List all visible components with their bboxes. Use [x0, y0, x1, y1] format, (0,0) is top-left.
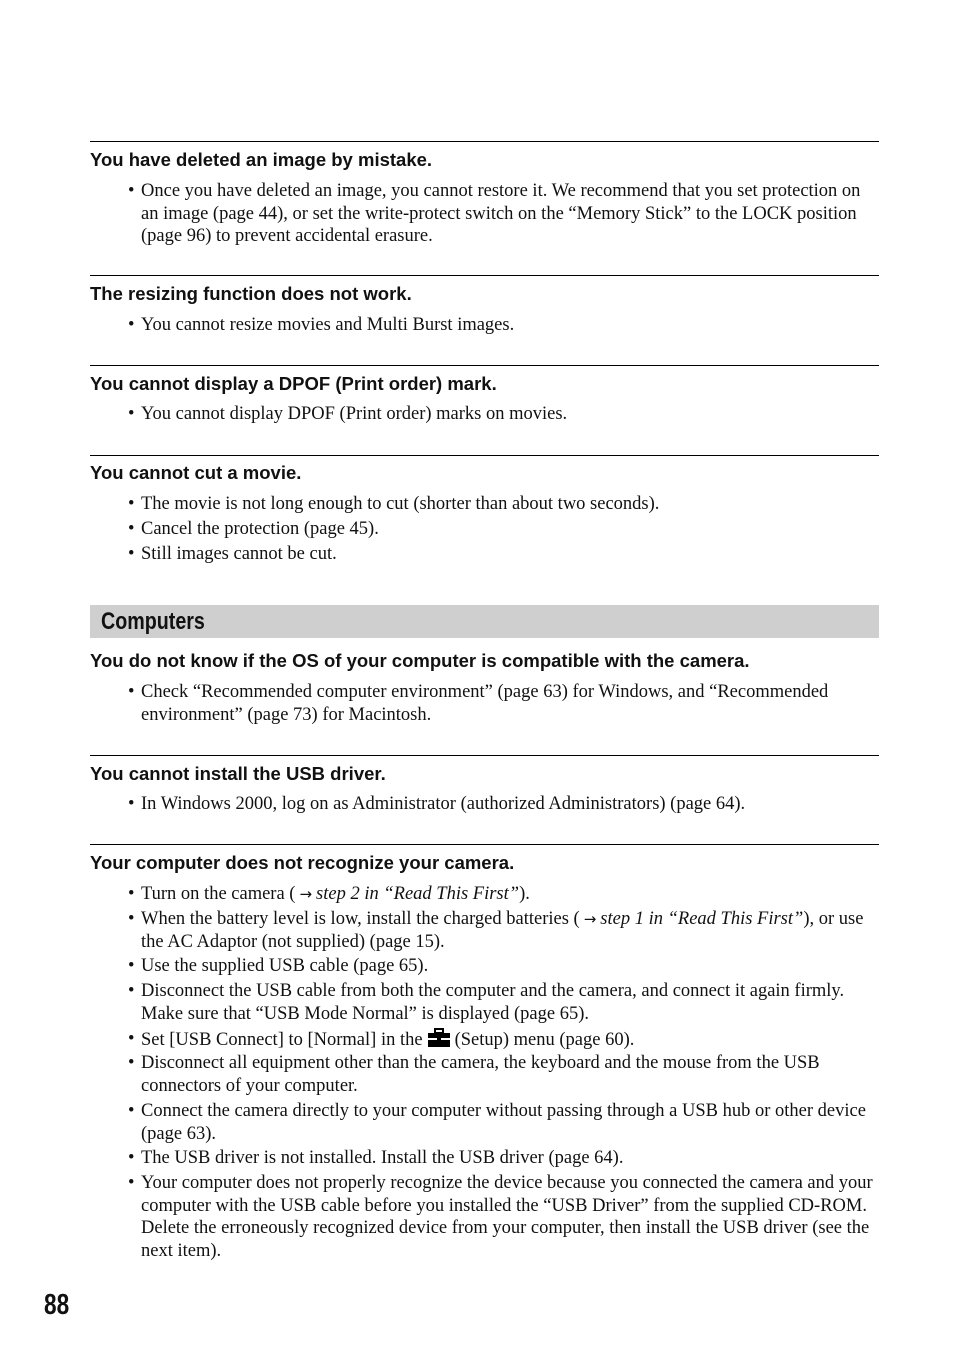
- bullet-text: Disconnect all equipment other than the camera, the keyboard and the mouse from the USB connectors of your computer.: [141, 1053, 820, 1096]
- bullet-item: [128, 1100, 880, 1145]
- bullet-mark: •: [128, 884, 135, 904]
- bullet-mark: •: [128, 909, 135, 929]
- toolbox-icon: [427, 1028, 451, 1055]
- text-run: ).: [519, 884, 530, 904]
- bullet-mark: •: [128, 1101, 135, 1121]
- section-divider: [90, 275, 879, 276]
- text-run: Turn on the camera (: [141, 884, 296, 904]
- bullet-item: [128, 883, 880, 906]
- bullet-text: You cannot resize movies and Multi Burst images.: [141, 315, 515, 335]
- bullet-text: [141, 1028, 880, 1055]
- section-heading: You cannot install the USB driver.: [90, 763, 386, 784]
- section-heading: You have deleted an image by mistake.: [90, 149, 433, 170]
- bullet-item: [128, 403, 880, 426]
- bullet-mark: •: [128, 956, 135, 976]
- section-heading: You cannot display a DPOF (Print order) mark.: [90, 373, 497, 394]
- bullet-text: [141, 908, 880, 953]
- bullet-item: [128, 180, 880, 248]
- section-title: Computers: [101, 608, 205, 635]
- text-run: When the battery level is low, install the charged batteries (: [141, 909, 580, 929]
- bullet-item: [128, 543, 880, 566]
- bullet-text: Disconnect the USB cable from both the computer and the camera, and connect it again firmly. Make sure that “USB Mode Normal” is displayed (page 65).: [141, 981, 845, 1024]
- bullet-item: [128, 908, 880, 953]
- bullet-mark: •: [128, 794, 135, 814]
- bullet-item: [128, 980, 880, 1025]
- bullet-text: Check “Recommended computer environment” (page 63) for Windows, and “Recommended environment” (page 73) for Macintosh.: [141, 682, 829, 725]
- bullet-text: The USB driver is not installed. Install the USB driver (page 64).: [141, 1148, 624, 1168]
- bullet-text: Cancel the protection (page 45).: [141, 519, 379, 539]
- bullet-item: [128, 1147, 880, 1170]
- bullet-text: Connect the camera directly to your computer without passing through a USB hub or other device (page 63).: [141, 1101, 866, 1144]
- section-band: [90, 605, 879, 638]
- cross-reference: step 1 in “Read This First”: [600, 909, 804, 929]
- bullet-mark: •: [128, 981, 135, 1001]
- bullet-item: [128, 681, 880, 726]
- section-divider: [90, 755, 879, 756]
- bullet-mark: •: [128, 181, 135, 201]
- bullet-text: Your computer does not properly recognize the device because you connected the camera and your computer with the USB cable before you installed the “USB Driver” from the supplied CD-ROM. Delete the erroneously recognized device from your computer, then install the USB driver (see the next item).: [141, 1173, 873, 1261]
- arrow-icon: →: [299, 885, 313, 903]
- section-divider: [90, 365, 879, 366]
- section-heading: You do not know if the OS of your computer is compatible with the camera.: [90, 650, 750, 671]
- arrow-icon: →: [583, 910, 597, 928]
- bullet-mark: •: [128, 1029, 135, 1049]
- bullet-text: The movie is not long enough to cut (shorter than about two seconds).: [141, 494, 660, 514]
- bullet-item: [128, 1028, 880, 1055]
- page-number: 88: [44, 1289, 70, 1321]
- bullet-text: Use the supplied USB cable (page 65).: [141, 956, 429, 976]
- section-heading: You cannot cut a movie.: [90, 462, 302, 483]
- bullet-mark: •: [128, 544, 135, 564]
- bullet-item: [128, 1052, 880, 1097]
- bullet-mark: •: [128, 682, 135, 702]
- bullet-mark: •: [128, 315, 135, 335]
- text-run: ), or use the AC Adaptor (not supplied) (page 15).: [141, 909, 864, 952]
- bullet-item: [128, 314, 880, 337]
- section-heading: Your computer does not recognize your camera.: [90, 852, 515, 873]
- bullet-mark: •: [128, 494, 135, 514]
- section-divider: [90, 844, 879, 845]
- bullet-mark: •: [128, 519, 135, 539]
- bullet-text: Once you have deleted an image, you cannot restore it. We recommend that you set protection on an image (page 44), or set the write-protect switch on the “Memory Stick” to the LOCK position (page 96) to prevent accidental erasure.: [141, 181, 861, 246]
- bullet-mark: •: [128, 1053, 135, 1073]
- bullet-item: [128, 793, 880, 816]
- text-run: Set [USB Connect] to [Normal] in the: [141, 1030, 423, 1050]
- cross-reference: step 2 in “Read This First”: [316, 884, 520, 904]
- bullet-mark: •: [128, 404, 135, 424]
- section-divider: [90, 455, 879, 456]
- bullet-item: [128, 493, 880, 516]
- bullet-mark: •: [128, 1148, 135, 1168]
- bullet-item: [128, 955, 880, 978]
- bullet-text: [141, 883, 880, 906]
- bullet-text: You cannot display DPOF (Print order) marks on movies.: [141, 404, 568, 424]
- section-heading: The resizing function does not work.: [90, 283, 412, 304]
- bullet-mark: •: [128, 1173, 135, 1193]
- text-run: (Setup) menu (page 60).: [454, 1030, 635, 1050]
- bullet-text: Still images cannot be cut.: [141, 544, 337, 564]
- bullet-text: In Windows 2000, log on as Administrator (authorized Administrators) (page 64).: [141, 794, 746, 814]
- bullet-item: [128, 518, 880, 541]
- section-divider: [90, 141, 879, 142]
- bullet-item: [128, 1172, 880, 1262]
